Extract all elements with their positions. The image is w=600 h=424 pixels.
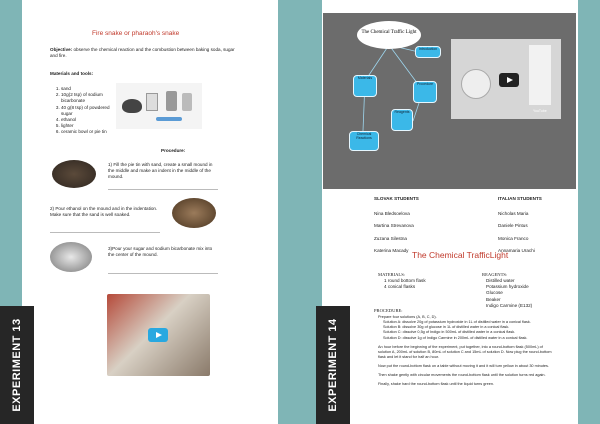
reagent-item: Glucose	[486, 290, 503, 296]
procedure-step: Finally, shake hard the round-bottom flask until the liquid turns green.	[378, 382, 495, 387]
left-band-right	[278, 0, 300, 424]
student-name: Martina Strevanova	[374, 223, 414, 229]
experiment-14-label: EXPERIMENT 14	[327, 318, 339, 412]
doc-title: The Chemical TrafficLight	[412, 250, 509, 260]
step2-photo	[172, 198, 216, 228]
procedure-list	[378, 315, 556, 387]
mindmap-node: Procedure	[413, 81, 437, 103]
material-item: 2. 10g(2 tsp) of sodium bicarbonate	[61, 92, 116, 104]
step3-photo	[50, 242, 92, 272]
procedure-substep: Solution A: dissolve 20g of potassium hydroxide in 1L of distilled water in a conical flask.	[383, 320, 531, 325]
left-content	[26, 0, 276, 282]
person-shape	[529, 45, 551, 105]
material-item: 4 conical flasks	[384, 284, 416, 290]
material-item: 1 round bottom flask	[384, 278, 426, 283]
play-icon[interactable]	[499, 73, 519, 87]
student-name: Zuzana Silestna	[374, 235, 407, 241]
reagents-heading: REAGENTS:	[482, 272, 508, 277]
procedure-step: Now put the round-bottom flask on a table without moving it and it will turn yellow in about 30 minutes.	[378, 364, 549, 368]
bowl-shape	[122, 99, 142, 113]
lighter-shape	[156, 117, 182, 121]
material-item: 5. lighter	[61, 123, 116, 129]
box-shape	[146, 93, 158, 111]
divider	[108, 273, 218, 274]
mindmap-node: Chemical Reactions	[349, 131, 379, 151]
experiment-13-label: EXPERIMENT 13	[11, 318, 23, 412]
student-name: Katerina Macady	[374, 248, 409, 254]
divider	[50, 232, 160, 233]
slovak-list	[374, 208, 414, 258]
procedure-heading: PROCEDURE:	[374, 308, 403, 313]
reagent-item: Distilled water	[486, 278, 515, 283]
experiment-13-video[interactable]	[107, 294, 210, 376]
procedure-substep: Solution B: dissolve 30g of glucose in 1L of distilled water in a conical flask.	[383, 325, 510, 330]
right-band-right	[578, 0, 600, 424]
reagent-item: Indigo Carmine (E132)	[486, 302, 533, 308]
step-2: 2) Pour ethanol on the mound and in the indentation. Make sure that the sand is well soaked.	[50, 206, 158, 218]
reagent-item: Beaker	[486, 296, 501, 302]
materials-list	[384, 278, 426, 290]
divider	[108, 189, 218, 190]
youtube-label: YouTube	[533, 109, 547, 113]
materials-heading: MATERIALS:	[378, 272, 406, 277]
jar-shape	[182, 93, 192, 111]
mindmap-node: Materials	[353, 75, 377, 97]
step1-photo	[52, 160, 96, 188]
procedure-step: An hour before the beginning of the experiment, put together, into a round-bottom flask (500mL) of solution A, 200mL of solution B, 80mL of solution C and 15mL of solution D. Now plug the round-bottom flask and let it stand for half an hour.	[378, 344, 552, 359]
procedure-substep: Solution D: dissolve 1g of Indigo Carmine in 200mL of distilled water in a conical flask.	[383, 335, 528, 340]
objective-label: Objective:	[50, 47, 73, 52]
experiment-13-tab	[0, 306, 34, 424]
mindmap-title: The Chemical Traffic Light	[357, 21, 421, 49]
materials-list	[56, 86, 116, 136]
step-3: 3)Pour your sugar and sodium bicarbonate mix into the center of the mound.	[108, 246, 213, 258]
objective	[50, 47, 236, 59]
procedure-substep: Solution C: dissolve 0,5g of Indigo in 500mL of distilled water in a conical flask.	[383, 330, 516, 335]
material-item: 4. ethanol	[61, 117, 116, 123]
slovak-heading: SLOVAK STUDENTS	[374, 196, 419, 201]
material-item: 1. sand	[61, 86, 116, 92]
materials-photo	[116, 83, 202, 129]
mindmap-node: Reagents	[391, 109, 413, 131]
play-icon[interactable]	[148, 328, 168, 342]
student-name: Nicholas Maria	[498, 211, 529, 216]
student-name: Monica Franco	[498, 235, 529, 241]
italian-heading: ITALIAN STUDENTS	[498, 196, 542, 201]
procedure-heading: Procedure:	[161, 148, 186, 153]
bottle-shape	[166, 91, 177, 111]
reagent-item: Potassium hydroxide	[486, 284, 529, 290]
mindmap-image	[323, 13, 576, 189]
step-1: 1) Fill the pie tin with sand, create a small mound in the middle and make an indent in the middle of the mound.	[108, 162, 213, 180]
student-name: Daniele Pintus	[498, 223, 528, 229]
video-thumbnail[interactable]	[451, 39, 561, 119]
material-item: 3. 40 g(8 tsp) of powdered sugar	[61, 105, 116, 117]
student-name: Nina Bledsoelova	[374, 211, 410, 216]
reagents-list	[486, 278, 532, 309]
procedure-step: Prepare four solutions (A, B, C, D).	[378, 315, 437, 319]
mindmap-node: Introduction	[415, 46, 441, 58]
experiment-14-tab	[316, 306, 350, 424]
material-item: 6. ceramic bowl or pie tin	[61, 129, 116, 135]
materials-heading: Materials and tools:	[50, 71, 94, 76]
objective-text: observe the chemical reaction and the combustion between baking soda, sugar and fire.	[50, 47, 235, 59]
left-title: Fire snake or pharaoh's snake	[92, 30, 180, 37]
procedure-step: Then shake gently with circular movements the round-bottom flask until the solution turns red again.	[378, 373, 546, 378]
student-name: Annamaria Urachi	[498, 248, 535, 254]
right-page	[300, 0, 600, 424]
flask-shape	[461, 69, 491, 99]
